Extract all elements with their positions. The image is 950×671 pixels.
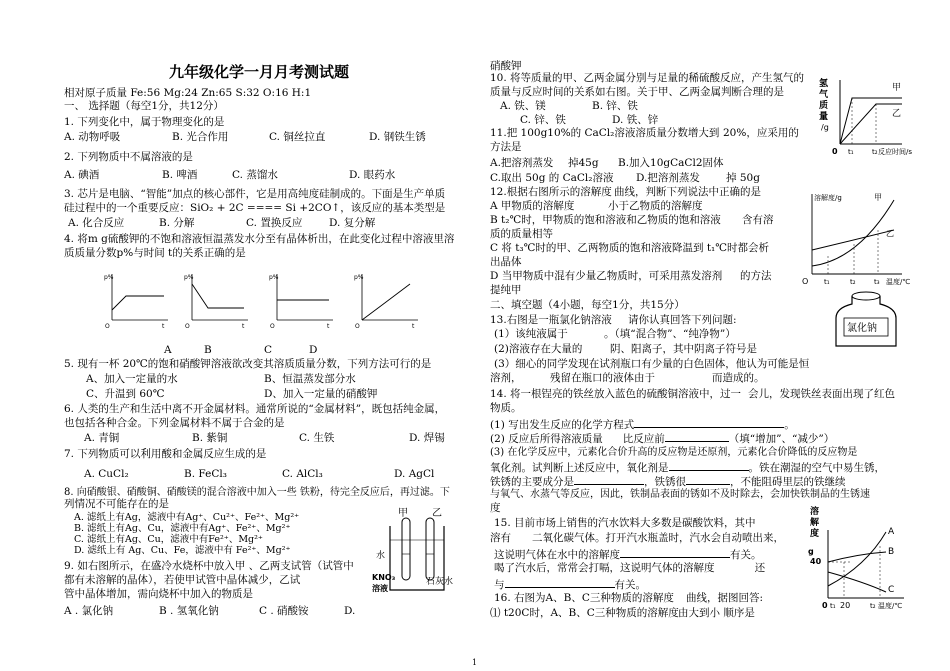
question-15-line-2b: 二氧化碳气体。打开汽水瓶盖时，汽水会自动喷出来， — [532, 532, 784, 544]
question-15-line-3: 这说明气体在水中的溶解度 有关。 — [494, 549, 762, 561]
q13-part-2: (2)溶液存在大量的 — [494, 343, 583, 355]
q4-graphs — [104, 270, 434, 330]
q12-solubility-chart — [798, 190, 911, 288]
q11-option-c: C.取出 50g 的 CaCl₂溶液 — [490, 172, 614, 184]
question-15-line-2: 溶有 — [490, 532, 511, 544]
svg-text:t: t — [327, 323, 330, 330]
q5-option-a: A、加入一定量的水 — [86, 373, 178, 385]
q3-option-d: D. 复分解 — [329, 217, 376, 229]
q5-option-c: C、升温到 60℃ — [86, 388, 165, 400]
q6-option-b: B. 紫铜 — [192, 432, 228, 444]
q10-hydrogen-chart — [818, 74, 913, 160]
q8-option-c: C. 滤纸上有Ag、Cu，滤液中有Fe²⁺、Mg²⁺ — [74, 534, 263, 545]
q14-part-1: (1) 写出发生反应的化学方程式 。 — [490, 419, 795, 431]
question-14-line-1: 14. 将一根锃亮的铁丝放入蓝色的硫酸铜溶液中，过一 — [490, 388, 742, 400]
question-16-cont: 曲线，据图回答: — [686, 592, 764, 604]
q4-label-c: C — [264, 344, 273, 356]
svg-text:p%: p% — [184, 274, 194, 281]
question-14-line-1b: 会儿，发现铁丝表面出现了红色 — [748, 388, 895, 400]
question-3-line-2: 硅过程中的一个重要反应：SiO₂ + 2C ==== Si +2CO↑，该反应的基本类型是 — [64, 202, 446, 214]
q15-blank-2[interactable] — [505, 577, 615, 588]
q14-blank-4[interactable] — [574, 474, 644, 485]
q8-option-d: D. 滤纸上有 Ag、Cu、Fe，滤液中有 Fe²⁺、Mg²⁺ — [74, 545, 291, 556]
question-6-line-1: 6. 人类的生产和生活中离不开金属材料。通常所说的“金属材料”，既包括纯金属， — [64, 403, 446, 415]
q6-option-a: A. 青铜 — [84, 432, 120, 444]
q2-option-c: C. 蒸馏水 — [232, 169, 278, 181]
q2-option-b: B. 啤酒 — [162, 169, 198, 181]
svg-text:0: 0 — [832, 147, 838, 156]
question-2: 2. 下列物质中不属溶液的是 — [64, 151, 193, 163]
svg-text:O: O — [270, 323, 275, 330]
svg-text:O: O — [185, 323, 190, 330]
q1-option-d: D. 钢铁生锈 — [369, 131, 426, 143]
svg-text:t: t — [412, 323, 415, 330]
question-11-line-2: 方法是 — [490, 141, 522, 153]
question-5: 5. 现有一杯 20℃的饱和硝酸钾溶液欲改变其溶质质量分数，下列方法可行的是 — [64, 358, 432, 370]
svg-text:g: g — [808, 547, 814, 556]
svg-text:溶: 溶 — [810, 507, 820, 517]
svg-text:温度/℃: 温度/℃ — [878, 602, 903, 610]
q7-option-c: C. AlCl₃ — [282, 468, 323, 480]
q7-option-b: B. FeCl₃ — [184, 468, 227, 480]
question-1: 1. 下列变化中，属于物理变化的是 — [64, 116, 225, 128]
q16-part-1-cont: 由大到小 顺序是 — [678, 607, 755, 619]
question-16: 16. 右图为A、B、C三种物质的溶解度 — [494, 592, 674, 604]
q9-option-d: D. — [344, 605, 356, 617]
question-4-line-1: 4. 将m g硫酸钾的不饱和溶液恒温蒸发水分至有晶体析出，在此变化过程中溶液里溶 — [64, 233, 455, 245]
section-2-heading: 二、填空题（4小题，每空1分，共15分） — [490, 299, 685, 311]
question-12-line-1b: 曲线，判断下列说法中正确的是 — [614, 186, 761, 198]
question-14-line-2: 物质。 — [490, 402, 522, 414]
q9-option-c: C . 硝酸铵 — [259, 605, 309, 617]
svg-text:气: 气 — [819, 90, 829, 100]
svg-text:解: 解 — [810, 518, 820, 528]
q11-option-b: B.加入10gCaCl2固体 — [618, 157, 724, 169]
q13-part-2-cont: 阴、阳离子，其中阴离子符号是 — [610, 343, 757, 355]
svg-text:B: B — [888, 547, 895, 557]
q9-option-d-cont: 硝酸钾 — [490, 60, 522, 72]
q3-option-b: B. 分解 — [159, 217, 195, 229]
q2-option-a: A. 碘酒 — [64, 169, 100, 181]
q4-graph-c — [269, 274, 333, 330]
svg-text:t₁: t₁ — [830, 602, 836, 610]
q4-graph-d — [354, 274, 418, 330]
svg-text:t: t — [242, 323, 245, 330]
question-6-line-2: 也包括各种合金。下列金属材料不属于合金的是 — [64, 417, 285, 429]
svg-text:t₃: t₃ — [874, 278, 880, 286]
q14-part-3-line-2: 氧化剂。试判断上述反应中，氧化剂是 。铁在潮湿的空气中易生锈， — [490, 462, 885, 474]
svg-text:水: 水 — [376, 551, 386, 561]
q11-option-d-cont: 掉 50g — [726, 172, 760, 184]
q8-option-a: A. 滤纸上有Ag，滤液中有Ag⁺、Cu²⁺、Fe²⁺、Mg²⁺ — [74, 512, 300, 523]
question-8-line-2: 列情况不可能存在的是 — [64, 498, 169, 510]
question-10-line-2: 质量与反应时间的关系如右图。关于甲、乙两金属判断合理的是 — [490, 86, 784, 98]
q13-part-3-cont3: 而造成的。 — [712, 372, 765, 384]
q4-label-a: A — [164, 344, 172, 356]
q14-part-3: (3) 在化学反应中，元素化合价升高的反应物是还原剂，元素化合价降低的反应物是 — [490, 447, 858, 458]
svg-text:石灰水: 石灰水 — [426, 577, 454, 587]
svg-text:反应时间/s: 反应时间/s — [878, 148, 913, 156]
q9-beaker-figure — [372, 506, 460, 598]
q7-option-a: A. CuCl₂ — [84, 468, 129, 480]
q16-solubility-chart — [808, 506, 908, 610]
q6-option-c: C. 生铁 — [299, 432, 335, 444]
atomic-masses: 相对原子质量 Fe:56 Mg:24 Zn:65 S:32 O:16 H:1 — [64, 87, 312, 99]
q12-option-d-cont2: 提纯甲 — [490, 284, 522, 296]
question-7: 7. 下列物质可以利用酸和金属反应生成的是 — [64, 448, 267, 460]
q14-part-3-line-4: 与氧气、水蒸气等反应，因此，铁制品表面的锈如不及时除去，会加快铁制品的生锈速 — [490, 489, 870, 500]
question-3-line-1: 3. 芯片是电脑、“智能”加点的核心部件，它是用高纯度硅制成的。下面是生产单质 — [64, 188, 446, 200]
svg-text:O: O — [105, 323, 110, 330]
question-15-line-5: 与 有关。 — [494, 579, 646, 591]
q10-option-a: A. 铁、镁 — [500, 100, 546, 112]
q12-option-b-cont: 含有溶 — [742, 214, 774, 226]
question-13-cont: 请你认真回答下列问题: — [628, 314, 737, 326]
svg-text:p%: p% — [269, 274, 279, 281]
svg-text:甲: 甲 — [874, 193, 882, 202]
question-11-line-1: 11.把 100g10%的 CaCl₂溶液溶质量分数增大到 — [490, 127, 720, 139]
question-8-line-1: 8. 向硝酸银、硝酸铜、硝酸镁的混合溶液中加入一些 铁粉，待完全反应后，再过滤。下 — [64, 487, 450, 498]
question-9-line-3: 管中晶体增加，需向烧杯中加入的物质是 — [64, 588, 253, 600]
q14-part-3-line-3: 铁锈的主要成分是 ，铁锈很 ，不能阻碍里层的铁继续 — [490, 476, 846, 488]
exam-title: 九年级化学一月月考测试题 — [169, 63, 350, 81]
svg-text:t₁: t₁ — [848, 148, 854, 156]
svg-text:t₂: t₂ — [872, 148, 878, 156]
svg-text:40: 40 — [810, 557, 822, 566]
question-11-line-1b: 20%，应采用的 — [723, 127, 799, 139]
question-15-line-4: 喝了汽水后，常常会打嗝，这说明气体的溶解度 还 — [494, 562, 766, 574]
q11-option-a: A.把溶剂蒸发 — [490, 157, 554, 169]
svg-text:p%: p% — [354, 274, 364, 281]
q11-option-a-cont: 掉45g — [568, 157, 599, 169]
q12-option-c: C 将 t₃℃时的甲、乙两物质的饱和溶液 — [490, 242, 672, 254]
question-13: 13.右图是一瓶氯化钠溶液 — [490, 314, 612, 326]
q12-option-d-cont: 的方法 — [740, 270, 772, 282]
q1-option-a: A. 动物呼吸 — [64, 131, 121, 143]
svg-text:0: 0 — [822, 601, 828, 610]
q10-option-d: D. 铁、锌 — [612, 114, 659, 126]
q10-option-c: C. 锌、铁 — [520, 114, 566, 126]
svg-text:乙: 乙 — [432, 508, 442, 519]
svg-text:t: t — [162, 323, 165, 330]
svg-text:O: O — [802, 277, 809, 286]
svg-text:度: 度 — [810, 529, 820, 539]
svg-text:乙: 乙 — [892, 109, 902, 119]
q4-graph-a — [104, 274, 168, 330]
q5-option-b: B、恒温蒸发部分水 — [264, 373, 356, 385]
q12-option-a-cont: 小于乙物质的溶解度 — [608, 200, 703, 212]
svg-text:t₂: t₂ — [870, 602, 876, 610]
svg-text:p%: p% — [104, 274, 114, 281]
q13-part-3-cont2: 残留在瓶口的液体由于 — [550, 372, 655, 384]
q1-option-b: B. 光合作用 — [172, 131, 229, 143]
svg-text:乙: 乙 — [886, 229, 894, 238]
question-10-line-1: 10. 将等质量的甲、乙两金属分别与足量的稀硫酸反应，产生氢气的 — [490, 72, 805, 84]
q12-option-b-cont2: 质的质量相等 — [490, 228, 553, 240]
question-4-line-2: 质质量分数p%与时间 t的关系正确的是 — [64, 247, 246, 259]
q1-option-c: C. 铜丝拉直 — [269, 131, 326, 143]
nacl-bottle-figure — [830, 290, 902, 350]
q5-option-d: D、加入一定量的硝酸钾 — [264, 388, 378, 400]
svg-text:甲: 甲 — [398, 508, 408, 519]
section-1-heading: 一、 选择题（每空1分，共12分） — [64, 100, 224, 112]
q12-option-c-cont2: 出晶体 — [490, 256, 522, 268]
q12-option-c-cont: 降温到 t₁℃时都会析 — [672, 242, 770, 254]
q14-blank-2[interactable] — [665, 431, 729, 442]
q4-label-b: B — [204, 344, 212, 356]
question-15-line-1: 15. 目前市场上销售的汽水饮料大多数是碳酸饮料，其中 — [494, 517, 756, 529]
q9-option-a: A . 氯化钠 — [64, 605, 114, 617]
q13-part-3-cont: 溶剂， — [490, 372, 522, 384]
q13-part-1-cont: 。（填“混合物”、“纯净物”） — [604, 328, 736, 340]
q8-option-b: B. 滤纸上有Ag、Cu，滤液中有Ag⁺、Fe²⁺、Mg²⁺ — [74, 523, 291, 534]
q14-blank-1[interactable] — [634, 417, 784, 428]
q12-option-d: D 当甲物质中混有少量乙物质时，可采用蒸发溶剂 — [490, 270, 723, 282]
q2-option-d: D. 眼药水 — [349, 169, 396, 181]
q13-part-1: (1）该纯液属于 — [494, 328, 568, 340]
svg-text:量: 量 — [819, 112, 829, 122]
q13-part-3: (3）细心的同学发现在试剂瓶口有少量的白色固体，他认为可能是恒 — [494, 358, 810, 370]
svg-text:质: 质 — [819, 101, 829, 111]
q15-blank-1[interactable] — [620, 547, 730, 558]
svg-text:氯化钠: 氯化钠 — [847, 323, 877, 334]
q11-option-d: D.把溶剂蒸发 — [636, 172, 700, 184]
svg-text:溶液: 溶液 — [372, 584, 388, 593]
question-9-line-1: 9. 如右图所示，在盛冷水烧杯中放入甲 、乙两支试管（试管中 — [64, 560, 354, 572]
svg-text:O: O — [355, 323, 360, 330]
svg-text:温度/℃: 温度/℃ — [886, 278, 911, 286]
q12-option-b: B t₂℃时，甲物质的饱和溶液和乙物质的饱和溶液 — [490, 214, 721, 226]
q3-option-c: C. 置换反应 — [246, 217, 303, 229]
question-9-line-2: 都有未溶解的晶体），若使甲试管中晶体减少，乙试 — [64, 574, 301, 586]
q12-option-a: A 甲物质的溶解度 — [490, 200, 575, 212]
q4-label-d: D — [309, 344, 318, 356]
svg-text:KNO₃: KNO₃ — [372, 573, 396, 582]
q3-option-a: A. 化合反应 — [68, 217, 125, 229]
q4-graph-b — [184, 274, 248, 330]
q14-part-3-line-5: 度 — [490, 502, 501, 514]
svg-text:A: A — [888, 527, 895, 537]
q16-part-1: ⑴ t20C时，A、B、C三种物质的溶解度 — [490, 607, 679, 619]
q10-option-b: B. 锌、铁 — [592, 100, 638, 112]
svg-text:20: 20 — [840, 601, 851, 610]
q14-part-2: (2) 反应后所得溶液质量 比反应前 （填“增加”、“减少”） — [490, 433, 835, 445]
svg-text:溶解度/g: 溶解度/g — [814, 194, 842, 202]
q14-blank-3[interactable] — [669, 460, 749, 471]
svg-text:/g: /g — [821, 123, 829, 132]
q7-option-d: D. AgCl — [394, 468, 435, 480]
page-number: 1 — [472, 658, 478, 667]
svg-text:氢: 氢 — [819, 79, 829, 89]
svg-text:C: C — [888, 585, 895, 595]
question-12-line-1: 12.根据右图所示的溶解度 — [490, 186, 612, 198]
q9-option-b: B . 氢氧化钠 — [159, 605, 219, 617]
q6-option-d: D. 焊锡 — [409, 432, 445, 444]
svg-text:t₂: t₂ — [850, 278, 856, 286]
svg-text:t₁: t₁ — [824, 278, 830, 286]
svg-text:甲: 甲 — [892, 83, 902, 93]
q14-blank-5[interactable] — [686, 474, 730, 485]
